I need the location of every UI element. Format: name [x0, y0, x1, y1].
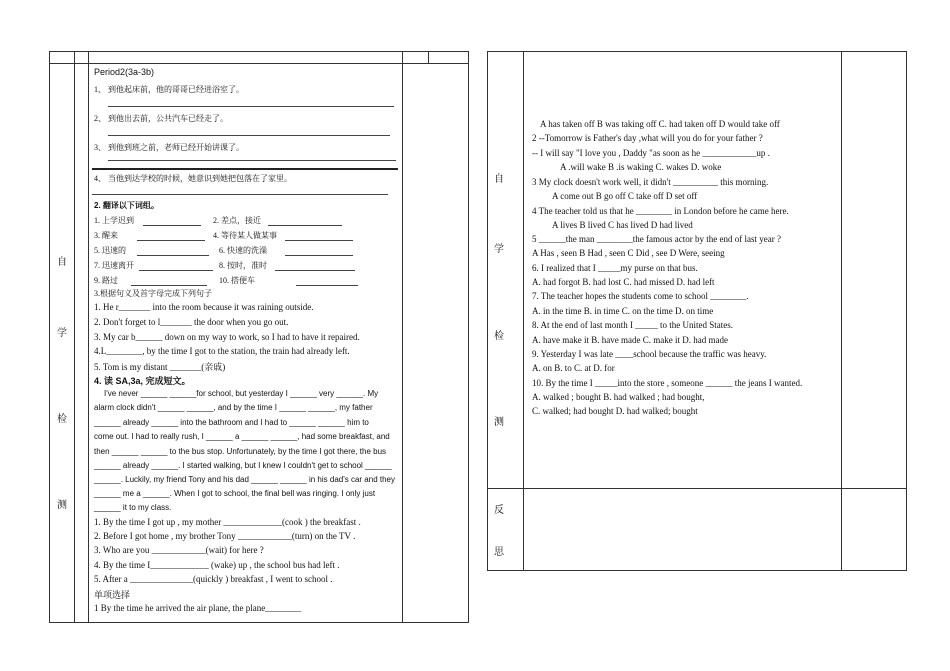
answer-line: [131, 285, 207, 286]
question-line: 3 My clock doesn't work well, it didn't __________ this morning.: [532, 177, 769, 187]
left-table-divider: [88, 51, 89, 623]
left-side-label-char: 学: [57, 328, 67, 339]
passage-line: ______ it to my class.: [94, 503, 172, 512]
answer-line: [137, 255, 209, 256]
right-table-left-border: [487, 51, 488, 571]
fill-item: 2. Before I got home , my brother Tony ____________(turn) on the TV .: [94, 531, 356, 541]
answer-line: [285, 255, 353, 256]
passage-line: ______ already ______. I started walking, but I knew I couldn't get to school ______: [94, 461, 392, 470]
right-table-divider: [523, 51, 524, 571]
phrase-item: 7. 迅速离开: [94, 261, 134, 270]
phrase-item: 4. 等待某人做某事: [213, 231, 277, 240]
section3-title: 3.根据句义及首字母完成下列句子: [94, 289, 212, 298]
passage-line: then ______ ______ to the bus stop. Unfortunately, by the time I got there, the bus: [94, 447, 387, 456]
right-table-bottom-border: [487, 570, 907, 571]
phrase-item: 2. 差点，接近: [213, 216, 261, 225]
right-table-right-border: [906, 51, 907, 571]
passage-line: I've never ______ ______for school, but yesterday I ______ very ______. My: [104, 389, 379, 398]
section3-item: 4.L________, by the time I got to the station, the train had already left.: [94, 346, 350, 356]
left-table-header-border: [49, 63, 469, 64]
reflect-label-char: 反: [494, 505, 504, 516]
question-line: 6. I realized that I _____my purse on that bus.: [532, 263, 698, 273]
question-line: 10. By the time I _____into the store , someone ______ the jeans I wanted.: [532, 378, 803, 388]
question-line: C. walked; had bought D. had walked; bought: [532, 406, 698, 416]
answer-line: [296, 285, 358, 286]
left-table-divider: [74, 51, 75, 623]
question-line: 9. Yesterday I was late ____school because the traffic was heavy.: [532, 349, 767, 359]
question-line: -- I will say "I love you , Daddy "as soon as he ____________up .: [532, 148, 770, 158]
left-side-label-char: 自: [57, 257, 67, 268]
left-table-left-border: [49, 51, 50, 623]
phrase-item: 9. 路过: [94, 276, 118, 285]
left-table-divider: [402, 51, 403, 623]
question-line: 2 --Tomorrow is Father's day ,what will you do for your father ?: [532, 133, 763, 143]
answer-line: [285, 240, 353, 241]
section3-item: 1. He r_______ into the room because it was raining outside.: [94, 302, 314, 312]
left-table-bottom-border: [49, 622, 469, 623]
passage-line: come out. I had to really rush, I ______ a ______ ______, had some breakfast, and: [94, 432, 390, 441]
phrase-item: 1. 上学迟到: [94, 216, 134, 225]
answer-line: [275, 270, 355, 271]
translate-item: 2、 到他出去前，公共汽车已经走了。: [94, 114, 228, 123]
left-table-top-border: [49, 51, 469, 52]
left-table-right-border: [468, 51, 469, 623]
section4-title: 4. 读 SA,3a, 完成短文。: [94, 376, 191, 386]
question-line: 7. The teacher hopes the students come to school ________.: [532, 291, 749, 301]
answer-line: [92, 194, 388, 195]
fill-item: 1. By the time I got up , my mother _____________(cook ) the breakfast .: [94, 517, 361, 527]
right-side-label-char: 检: [494, 331, 504, 342]
fill-item: 5. After a ______________(quickly ) breakfast , I went to school .: [94, 574, 333, 584]
answer-line: [108, 106, 394, 107]
right-side-label-char: 自: [494, 174, 504, 185]
passage-line: ______. Luckily, my friend Tony and his dad ______ ______ in his dad's car and they: [94, 475, 395, 484]
question-line: 8. At the end of last month I _____ to the United States.: [532, 320, 733, 330]
right-table-row-border: [487, 488, 907, 489]
question-line: A. have make it B. have made C. make it D. had made: [532, 335, 728, 345]
question-line: A. had forgot B. had lost C. had missed D. had left: [532, 277, 715, 287]
translate-item: 4、 当他到达学校的时候，她意识到她把包落在了家里。: [94, 174, 292, 183]
section3-item: 3. My car b______ down on my way to work, so I had to have it repaired.: [94, 332, 360, 342]
phrase-item: 5. 迅速的: [94, 246, 126, 255]
section3-item: 2. Don't forget to l_______ the door when you go out.: [94, 317, 289, 327]
fill-item: 3. Who are you ____________(wait) for here ?: [94, 545, 264, 555]
right-table-top-border: [487, 51, 907, 52]
answer-line: [268, 225, 342, 226]
fill-item: 4. By the time I_____________ (wake) up , the school bus had left .: [94, 560, 340, 570]
left-table-header-divider: [428, 51, 429, 63]
period-title: Period2(3a-3b): [94, 67, 155, 77]
answer-line: [143, 225, 201, 226]
phrase-item: 8. 按时，准时: [219, 261, 267, 270]
question-line: A. on B. to C. at D. for: [532, 363, 615, 373]
question-line: A lives B lived C has lived D had lived: [552, 220, 693, 230]
left-side-label-char: 检: [57, 414, 67, 425]
phrase-item: 6. 快速的洗澡: [219, 246, 267, 255]
question-line: A Has , seen B Had , seen C Did , see D Were, seeing: [532, 248, 725, 258]
passage-line: ______ me a ______. When I got to school, the final bell was ringing. I only just: [94, 489, 376, 498]
question-line: 4 The teacher told us that he ________ in London before he came here.: [532, 206, 789, 216]
answer-line: [139, 270, 213, 271]
answer-line: [137, 240, 205, 241]
right-table-divider: [841, 51, 842, 571]
question-line: 5 ______the man ________the famous actor by the end of last year ?: [532, 234, 781, 244]
choice-item: 1 By the time he arrived the air plane, the plane________: [94, 603, 302, 613]
section2-title: 2. 翻译以下词组。: [94, 201, 159, 210]
right-side-label-char: 学: [494, 244, 504, 255]
passage-line: ______ already ______ into the bathroom and I had to ______ ______ him to: [94, 418, 369, 427]
question-line: A has taken off B was taking off C. had taken off D would take off: [540, 119, 780, 129]
left-side-label-char: 测: [57, 500, 67, 511]
section3-item: 5. Tom is my distant _______(亲戚): [94, 362, 226, 372]
answer-line-heavy: [92, 168, 398, 170]
passage-line: alarm clock didn't ______ ______, and by the time I ______ ______, my father: [94, 403, 373, 412]
answer-line: [108, 160, 396, 161]
translate-item: 1、 到他起床前，他的哥哥已经进浴室了。: [94, 85, 244, 94]
question-line: A. in the time B. in time C. on the time D. on time: [532, 306, 714, 316]
reflect-label-char: 思: [494, 547, 504, 558]
phrase-item: 10. 搭便车: [219, 276, 255, 285]
question-line: A come out B go off C take off D set off: [552, 191, 698, 201]
phrase-item: 3. 醒来: [94, 231, 118, 240]
answer-line: [108, 135, 390, 136]
choice-title: 单项选择: [94, 590, 131, 600]
question-line: A .will wake B .is waking C. wakes D. woke: [560, 162, 722, 172]
question-line: A. walked ; bought B. had walked ; had bought,: [532, 392, 705, 402]
translate-item: 3、 到他到班之前，老师已经开始讲课了。: [94, 143, 244, 152]
right-side-label-char: 测: [494, 417, 504, 428]
